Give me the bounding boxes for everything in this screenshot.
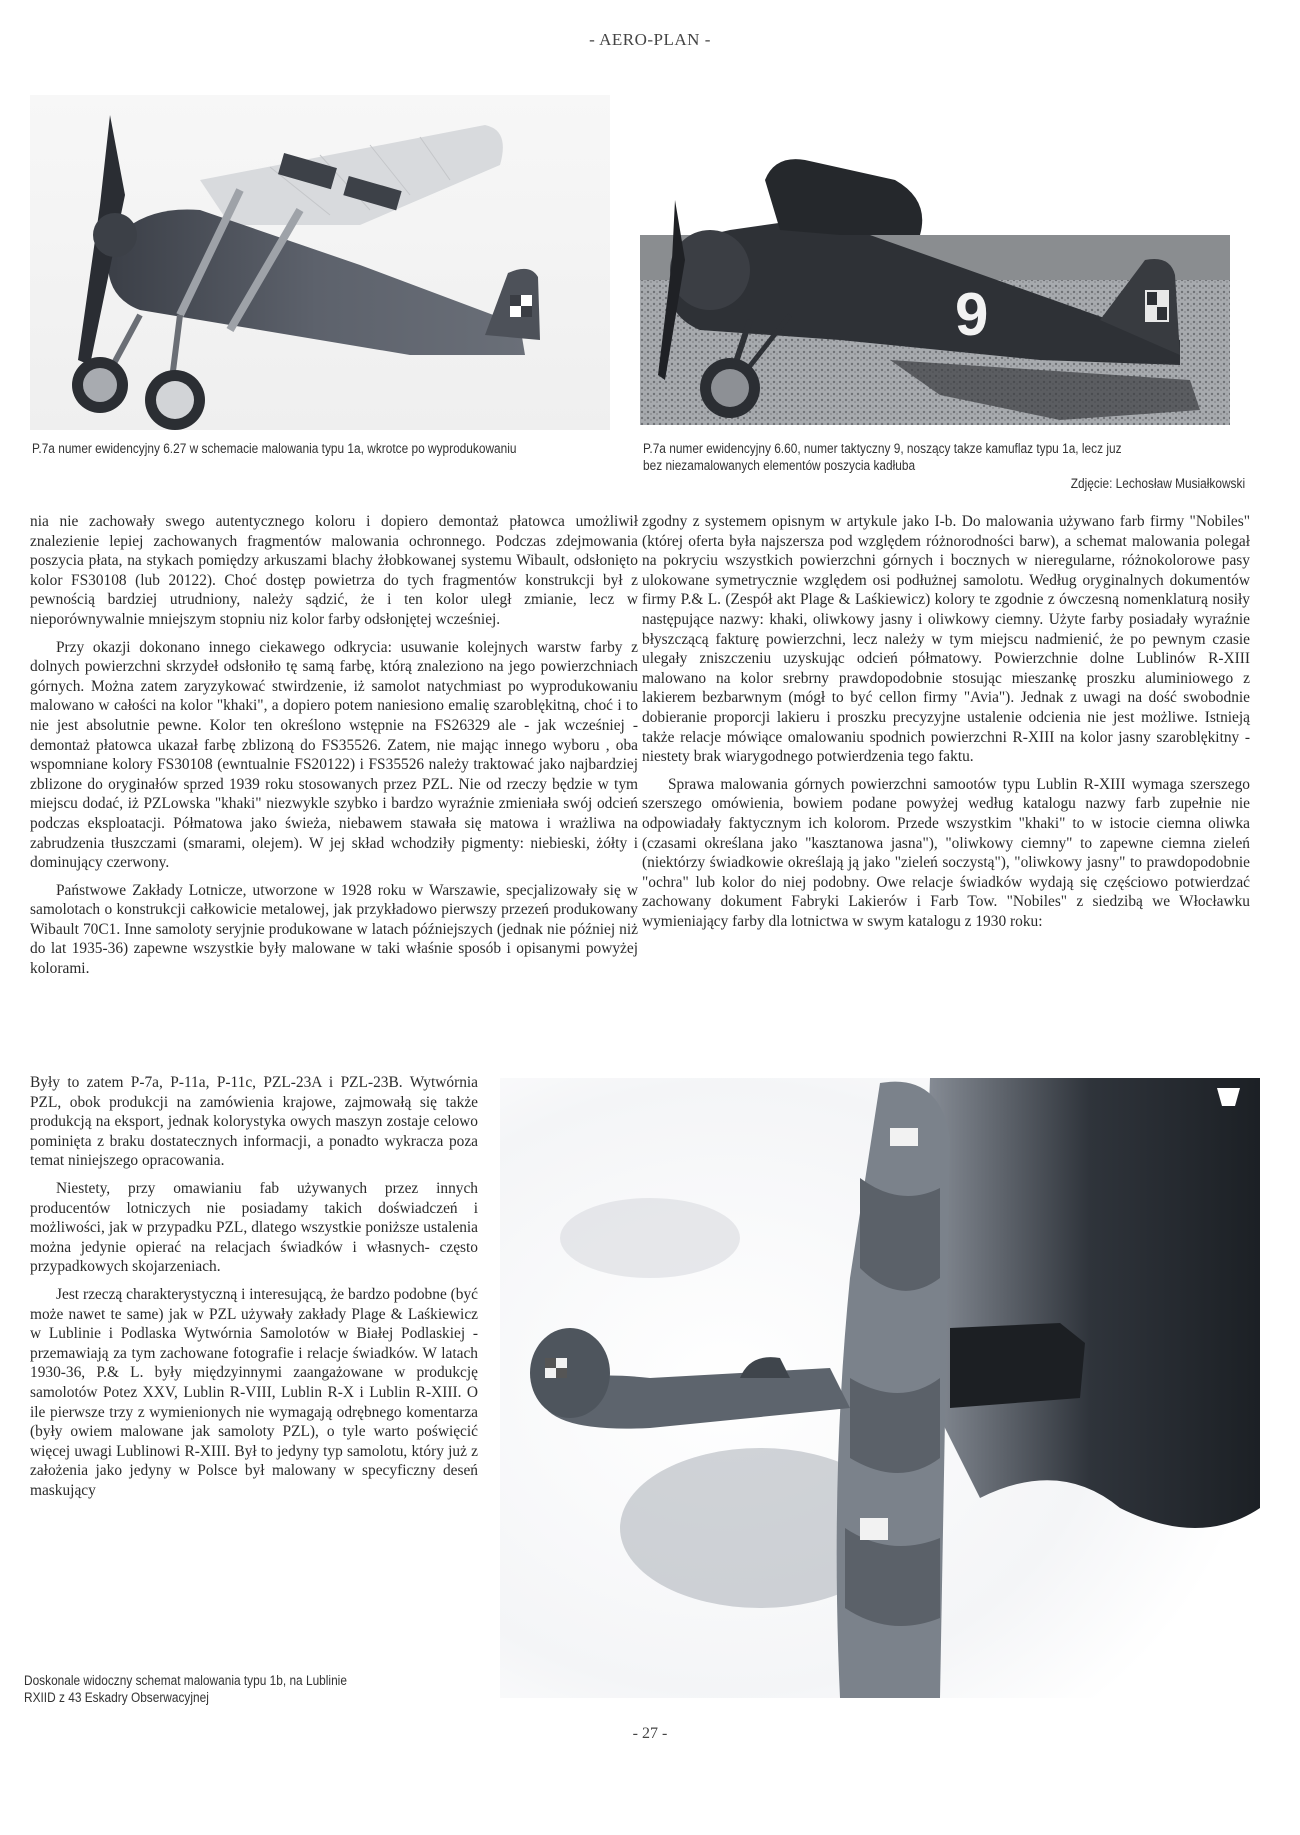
fighter-on-grass-illustration [640,140,1230,425]
biplane-photo-illustration [30,95,610,430]
paragraph: Sprawa malowania górnych powierzchni samootów typu Lublin R-XIII wymaga szerszego szerszego omówienia, bowiem podane powyżej według katalogu nazwy farb zupełnie nie odpowiadały faktycznym ich kolorom. Przede wszystkim "khaki" to w istocie ciemna oliwka (czasami określana jako "kasztanowa jasna"), "oliwkowy ciemny" to zapewne ciemna zieleń (niektórzy świadkowie określają ją jako "zieleń soczystą"), "oliwkowy jasny" to prawdopodobnie "ochra" lub kolor do niej podobny. Owe relacje świadków wydają się częściowo potwierdzać zachowany dokument Fabryki Lakierów i Farb Tow. "Nobiles" z siedzibą we Włocławku wymieniający farby dla lotnictwa w swym katalogu z 1930 roku: [642,775,1250,930]
photo-p7a-627 [30,95,610,430]
paragraph: Niestety, przy omawianiu fab używanych przez innych producentów lotniczych nie posiadamy takich doświadczeń i możliwości, jak w przypadku PZL, dlatego wszystkie poniższe ustalenia można jedynie opierać na relacjach świadków i własnych- często przypadkowych skojarzeniach. [30,1179,478,1276]
paragraph: Państwowe Zakłady Lotnicze, utworzone w 1928 roku w Warszawie, specjalizowały się w samolotach o konstrukcji całkowicie metalowej, jak przykładowo pierwszy przezeń produkowany Wibault 70C1. Inne samoloty seryjnie produkowane w latach późniejszych (jednak nie później niż do lat 1935-36) zapewne wszystkie były malowane w taki właśnie sposób i opisanymi powyżej kolorami. [30,881,638,978]
photo-caption-bottom [24,1672,347,1706]
caption-line-1: P.7a numer ewidencyjny 6.60, numer taktyczny 9, noszący takze kamuflaz typu 1a, lecz juz [643,441,1122,456]
caption-line-2: bez niezamalowanych elementów poszycia kadłuba [643,458,916,473]
photo-caption-top-left: P.7a numer ewidencyjny 6.27 w schemacie malowania typu 1a, wkrotce po wyprodukowaniu [32,441,517,456]
paragraph: zgodny z systemem opisnym w artykule jako I-b. Do malowania używano farb firmy "Nobiles" (której oferta była najszersza pod względem różnorodności barw), a schemat malowania polegał na pokryciu wszystkich powierzchni górnych i bocznych w nieregularne, różnokolorowe pasy ulokowane symetrycznie względem osi podłużnej samolotu. Według oryginalnych dokumentów firmy P.& L. (Zespół akt Plage & Laśkiewicz) kolory te zgodnie z ówczesną nomenklaturą nosiły następujące nazwy: khaki, oliwkowy jasny i oliwkowy ciemny. Użyte farby posiadały wyraźnie błyszczącą fakturę powierzchni, lecz należy w tym miejscu nadmienić, że po pewnym czasie ulegały zniszczeniu uzyskując odcień półmatowy. Powierzchnie dolne Lublinów R-XIII malowano na kolor srebrny prawdopodobnie stosując mieszankę proszku aluminiowego z lakierem bezbarwnym (mógł to być cellon firmy "Avia"). Jednak z uwagi na dość swobodnie dobieranie proporcji lakieru i proszku precyzyjne ustalenie odcienia nie jest możliwe. Istnieją także relacje mówiące omalowaniu spodnich powierzchni R-XIII na kolor jasny szaroblękitny - niestety brak wiarygodnego potwierdzenia tego faktu. [642,513,1250,766]
photo-lublin-rxiii-in-flight [500,1078,1260,1698]
right-column [642,512,1250,939]
photo-p7a-660 [640,140,1230,425]
caption-line-1: Doskonale widoczny schemat malowania typu 1b, na Lublinie [24,1673,347,1688]
photo-credit: Zdjęcie: Lechosław Musiałkowski [1070,476,1245,491]
paragraph: Były to zatem P-7a, P-11a, P-11c, PZL-23A i PZL-23B. Wytwórnia PZL, obok produkcji na zamówienia krajowe, zajmowałą się także produkcją na eksport, jednak kolorystyka owych maszyn zostaje celowo pominięta z braku dostatecznych informacji, a ponadto wykracza poza temat niniejszego opracowania. [30,1074,478,1170]
page-number: - 27 - [632,1725,668,1742]
paragraph: nia nie zachowały swego autentycznego koloru i dopiero demontaż płatowca umożliwił znalezienie lepiej zachowanych fragmentów malowania ochronnego. Podczas zdejmowania poszycia płata, na stykach pomiędzy arkuszami blachy żłobkowanej systemu Wibault, odsłonięto kolor FS30108 (lub 20122). Choć dostęp powietrza do tych fragmentów konstrukcji był z pewnością bardziej utrudniony, należy sądzić, że i ten kolor uległ zmianie, lecz w nieporównywalnie mniejszym stopniu niz kolor farby odsłonįętej wcześniej. [30,513,638,628]
left-column-narrow [30,1073,478,1508]
left-column [30,512,638,979]
caption-line-2: RXIID z 43 Eskadry Obserwacyjnej [24,1690,209,1705]
paragraph: Jest rzeczą charakterystyczną i interesującą, że bardzo podobne (być może nawet te same) jak w PZL używały zakłady Plage & Laśkiewicz w Lublinie i Podlaska Wytwórnia Samolotów w Białej Podlaskiej - przemawiają za tym zachowane fotografie i relacje świadków. W latach 1930-36, P.& L. były międzyinnymi zaangażowane w produkcję samolotów Potez XXV, Lublin R-VIII, Lublin R-X i Lublin R-XIII. O ile pierwsze trzy z wymienionych nie wymagają odrębnego komentarza (były owiem malowane jak samoloty PZL), o tyle warto poświęcić więcej uwagi Lublinowi R-XIII. Był to jedyny typ samolotu, który już z założenia jako jedyny w Polsce był malowany w specyficzny deseń maskujący [30,1285,478,1499]
running-header: - AERO-PLAN - [589,30,711,49]
tactical-number: 9 [955,281,989,348]
aircraft-in-clouds-illustration [500,1078,1260,1698]
paragraph: Przy okazji dokonano innego ciekawego odkrycia: usuwanie kolejnych warstw farby z dolnych powierzchni skrzydeł odsłoniło tę samą farbę, którą znaleziono na jego powierzchniach górnych. Można zatem zaryzykować stwirdzenie, iż samolot natychmiast po wyprodukowaniu malowano w całości na kolor "khaki", a dopiero potem naniesiono emalię szaroblękitną, choć i to nie jest absolutnie pewne. Kolor ten określono wstępnie na FS26329 ale - jak wcześniej - demontaż płatowca ukazał farbę zblizoną do FS35526. Zatem, nie mając innego wyboru , oba wspomniane kolory FS30108 (ewntualnie FS20122) i FS35526 należy traktować jako najbardziej zblizone do oryginałów sprzed 1939 roku stosowanych przez PZL. Nie od rzeczy będzie w tym miejscu dodać, iż PZLowska "khaki" niezwykle szybko i bardzo wyraźnie zmieniała swój odcień podczas eksploatacji. Półmatowa jako świeża, niebawem stawała się matowa i wrażliwa na zabrudzenia tłuszczami (smarami, olejem). W jej skład wchodziły pigmenty: niebieski, żółty i dominujący czerwony. [30,638,638,872]
photo-caption-top-right [643,440,1122,474]
